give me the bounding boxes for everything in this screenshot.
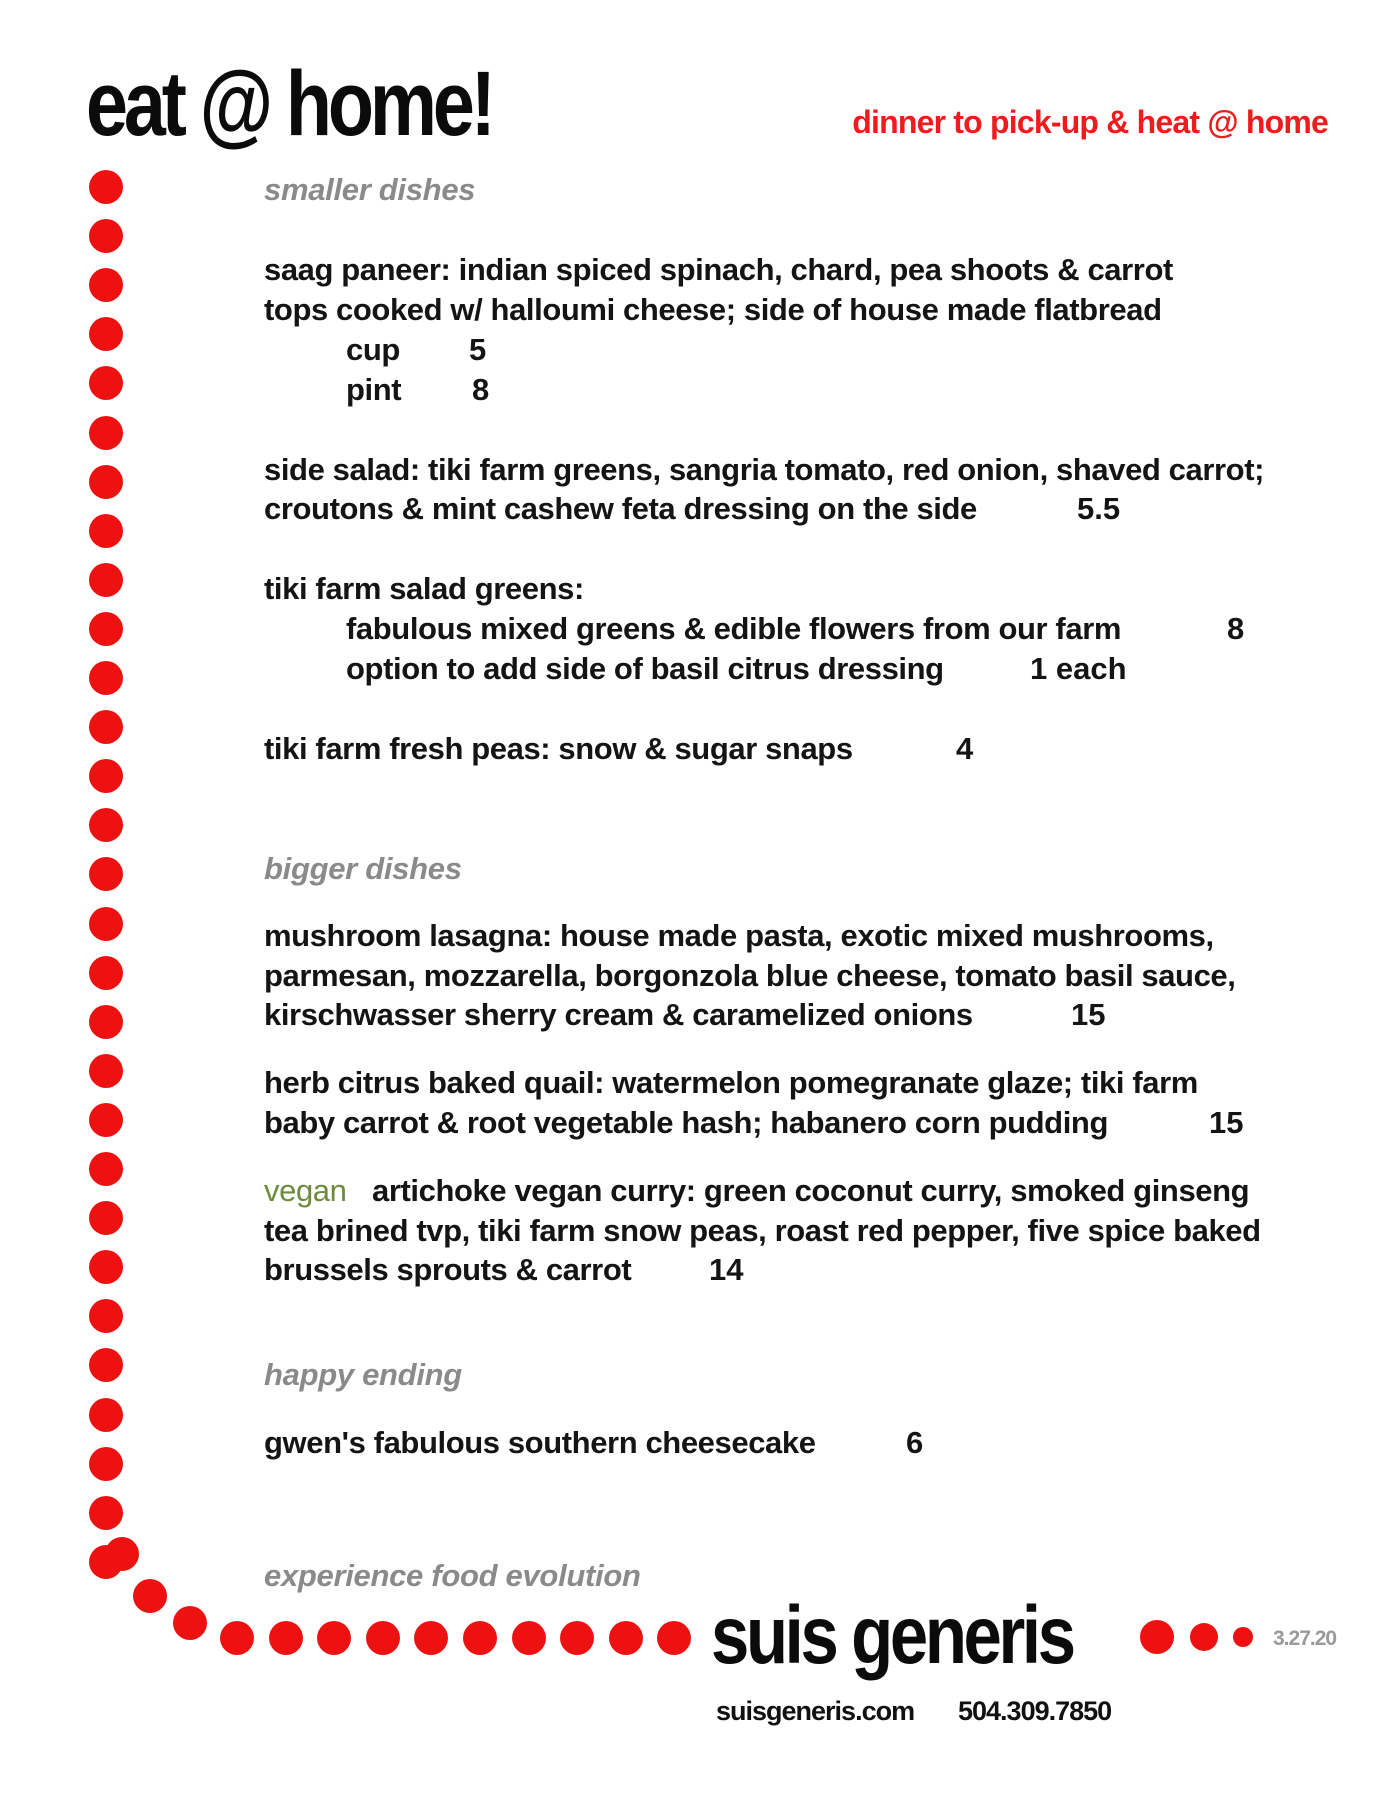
red-dot bbox=[609, 1621, 643, 1655]
quail-line-2: baby carrot & root vegetable hash; habanero corn pudding bbox=[264, 1105, 1108, 1140]
lasagna-price: 15 bbox=[1071, 997, 1106, 1032]
side-salad-line-1: side salad: tiki farm greens, sangria tomato, red onion, shaved carrot; bbox=[264, 452, 1265, 487]
red-dot bbox=[1233, 1627, 1253, 1647]
saag-size-cup: cup bbox=[346, 332, 400, 367]
red-dot bbox=[89, 956, 123, 990]
saag-line-1: saag paneer: indian spiced spinach, chard, pea shoots & carrot bbox=[264, 252, 1173, 287]
menu-date: 3.27.20 bbox=[1273, 1627, 1337, 1650]
red-dot bbox=[512, 1621, 546, 1655]
red-dot bbox=[89, 219, 123, 253]
red-dot bbox=[89, 1299, 123, 1333]
menu-title: eat @ home! bbox=[86, 53, 492, 155]
footer-slogan: experience food evolution bbox=[264, 1558, 641, 1593]
vegan-tag: vegan bbox=[264, 1173, 347, 1208]
phone-text: 504.309.7850 bbox=[958, 1696, 1112, 1726]
section-heading-smaller: smaller dishes bbox=[264, 172, 476, 207]
red-dot bbox=[89, 808, 123, 842]
cheesecake-price: 6 bbox=[906, 1425, 924, 1460]
saag-size-pint: pint bbox=[346, 372, 402, 407]
red-dot bbox=[366, 1621, 400, 1655]
red-dot bbox=[89, 1103, 123, 1137]
red-dot bbox=[89, 563, 123, 597]
red-dot bbox=[89, 907, 123, 941]
red-dot bbox=[89, 1201, 123, 1235]
red-dot bbox=[133, 1579, 167, 1613]
red-dot bbox=[89, 612, 123, 646]
greens-sub-1-price: 8 bbox=[1227, 611, 1245, 646]
greens-line-1: tiki farm salad greens: bbox=[264, 571, 584, 606]
red-dot bbox=[89, 759, 123, 793]
website-text: suisgeneris.com bbox=[716, 1696, 915, 1726]
red-dot bbox=[89, 1398, 123, 1432]
red-dot bbox=[89, 465, 123, 499]
side-salad-line-2: croutons & mint cashew feta dressing on the side bbox=[264, 491, 977, 526]
red-dot bbox=[89, 1152, 123, 1186]
saag-line-2: tops cooked w/ halloumi cheese; side of house made flatbread bbox=[264, 292, 1162, 327]
red-dot bbox=[89, 1054, 123, 1088]
greens-sub-2: option to add side of basil citrus dressing bbox=[346, 651, 944, 686]
greens-sub-2-price: 1 each bbox=[1030, 651, 1127, 686]
red-dot bbox=[89, 366, 123, 400]
menu-tagline: dinner to pick-up & heat @ home bbox=[852, 104, 1328, 140]
red-dot bbox=[89, 661, 123, 695]
red-dot bbox=[220, 1621, 254, 1655]
greens-sub-1: fabulous mixed greens & edible flowers from our farm bbox=[346, 611, 1122, 646]
saag-price-pint: 8 bbox=[472, 372, 490, 407]
red-dot bbox=[105, 1537, 139, 1571]
red-dot bbox=[89, 317, 123, 351]
peas-line-1: tiki farm fresh peas: snow & sugar snaps bbox=[264, 731, 853, 766]
red-dot bbox=[657, 1621, 691, 1655]
red-dot bbox=[414, 1621, 448, 1655]
red-dot bbox=[89, 1250, 123, 1284]
red-dot bbox=[89, 268, 123, 302]
quail-price: 15 bbox=[1209, 1105, 1244, 1140]
red-dot bbox=[317, 1621, 351, 1655]
red-dot bbox=[1190, 1623, 1218, 1651]
side-salad-price: 5.5 bbox=[1077, 491, 1121, 526]
curry-line-3: brussels sprouts & carrot bbox=[264, 1252, 632, 1287]
red-dot bbox=[89, 416, 123, 450]
section-heading-bigger: bigger dishes bbox=[264, 851, 462, 886]
red-dot bbox=[89, 1496, 123, 1530]
brand-logo-text: suis generis bbox=[711, 1590, 1073, 1681]
saag-price-cup: 5 bbox=[469, 332, 487, 367]
curry-price: 14 bbox=[709, 1252, 744, 1287]
red-dot bbox=[89, 710, 123, 744]
red-dot bbox=[89, 857, 123, 891]
red-dot bbox=[173, 1606, 207, 1640]
red-dot bbox=[89, 1005, 123, 1039]
red-dot bbox=[560, 1621, 594, 1655]
red-dot bbox=[269, 1621, 303, 1655]
red-dot bbox=[1140, 1620, 1174, 1654]
lasagna-line-1: mushroom lasagna: house made pasta, exotic mixed mushrooms, bbox=[264, 918, 1214, 953]
red-dot bbox=[89, 170, 123, 204]
red-dot bbox=[89, 1348, 123, 1382]
lasagna-line-2: parmesan, mozzarella, borgonzola blue cheese, tomato basil sauce, bbox=[264, 958, 1236, 993]
red-dot bbox=[89, 1447, 123, 1481]
red-dot bbox=[89, 514, 123, 548]
red-dot bbox=[463, 1621, 497, 1655]
lasagna-line-3: kirschwasser sherry cream & caramelized onions bbox=[264, 997, 973, 1032]
peas-price: 4 bbox=[956, 731, 974, 766]
quail-line-1: herb citrus baked quail: watermelon pomegranate glaze; tiki farm bbox=[264, 1065, 1198, 1100]
curry-line-2: tea brined tvp, tiki farm snow peas, roast red pepper, five spice baked bbox=[264, 1213, 1261, 1248]
section-heading-ending: happy ending bbox=[264, 1357, 462, 1392]
cheesecake-line: gwen's fabulous southern cheesecake bbox=[264, 1425, 816, 1460]
curry-line-1: artichoke vegan curry: green coconut curry, smoked ginseng bbox=[372, 1173, 1250, 1208]
